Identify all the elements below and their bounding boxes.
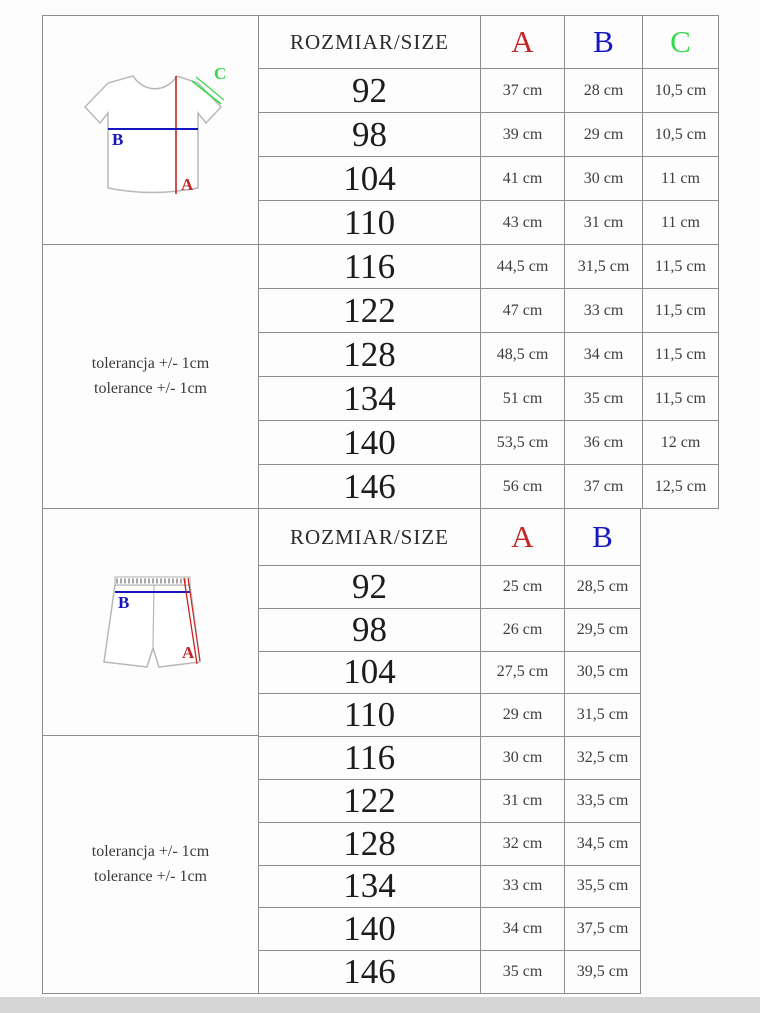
measure-b-cell: 37 cm xyxy=(564,464,642,508)
measure-b-cell: 32,5 cm xyxy=(564,736,640,779)
size-cell: 110 xyxy=(259,200,480,244)
diagram-label-b: B xyxy=(118,593,130,612)
size-cell: 98 xyxy=(259,112,480,156)
size-cell: 128 xyxy=(259,332,480,376)
measure-c-cell: 12,5 cm xyxy=(642,464,718,508)
size-column-header: ROZMIAR/SIZE xyxy=(290,524,449,549)
column-b-header: B xyxy=(564,509,640,565)
measure-a-cell: 35 cm xyxy=(480,950,564,993)
tolerance-line-pl: tolerancja +/- 1cm xyxy=(91,842,210,860)
diagram-label-a: A xyxy=(182,643,195,662)
shirt-left-column xyxy=(43,16,258,508)
tshirt-diagram xyxy=(44,17,257,243)
size-cell: 92 xyxy=(259,68,480,112)
measure-b-cell: 30,5 cm xyxy=(564,651,640,694)
shirt-diagram-cell xyxy=(43,16,258,244)
measure-b-cell: 30 cm xyxy=(564,156,642,200)
measure-b-cell: 28,5 cm xyxy=(564,565,640,608)
tolerance-line-en: tolerance +/- 1cm xyxy=(94,379,207,397)
measure-b-cell: 36 cm xyxy=(564,420,642,464)
measure-a-cell: 33 cm xyxy=(480,865,564,908)
measure-a-cell: 44,5 cm xyxy=(480,244,564,288)
size-cell: 116 xyxy=(259,244,480,288)
measure-c-cell: 10,5 cm xyxy=(642,112,718,156)
diagram-label-c: C xyxy=(214,64,227,83)
measure-b-cell: 29 cm xyxy=(564,112,642,156)
measure-a-cell: 53,5 cm xyxy=(480,420,564,464)
shorts-measurements-grid xyxy=(258,509,640,993)
measure-a-cell: 32 cm xyxy=(480,822,564,865)
size-cell: 122 xyxy=(259,779,480,822)
measure-b-cell: 28 cm xyxy=(564,68,642,112)
measure-a-cell: 39 cm xyxy=(480,112,564,156)
measure-c-cell: 10,5 cm xyxy=(642,68,718,112)
measure-c-cell: 11,5 cm xyxy=(642,244,718,288)
measure-c-cell: 11 cm xyxy=(642,200,718,244)
size-cell: 146 xyxy=(259,950,480,993)
size-cell: 98 xyxy=(259,608,480,651)
size-cell: 140 xyxy=(259,907,480,950)
diagram-label-b: B xyxy=(112,130,124,149)
size-cell: 128 xyxy=(259,822,480,865)
measure-b-cell: 29,5 cm xyxy=(564,608,640,651)
measure-a-cell: 26 cm xyxy=(480,608,564,651)
measure-b-cell: 34,5 cm xyxy=(564,822,640,865)
measure-b-cell: 35,5 cm xyxy=(564,865,640,908)
size-cell: 104 xyxy=(259,156,480,200)
size-cell: 140 xyxy=(259,420,480,464)
size-column-header: ROZMIAR/SIZE xyxy=(290,29,449,54)
size-cell: 146 xyxy=(259,464,480,508)
tshirt-outline xyxy=(85,76,221,193)
measure-b-cell: 31,5 cm xyxy=(564,244,642,288)
measure-c-cell: 12 cm xyxy=(642,420,718,464)
measure-b-cell: 37,5 cm xyxy=(564,907,640,950)
measure-b-cell: 31 cm xyxy=(564,200,642,244)
shorts-diagram-cell xyxy=(43,509,258,735)
measure-b-cell: 39,5 cm xyxy=(564,950,640,993)
shorts-left-column xyxy=(43,509,258,993)
measure-b-cell: 31,5 cm xyxy=(564,693,640,736)
measure-b-cell: 33 cm xyxy=(564,288,642,332)
measure-a-cell: 34 cm xyxy=(480,907,564,950)
measure-a-cell: 31 cm xyxy=(480,779,564,822)
size-cell: 122 xyxy=(259,288,480,332)
measure-a-cell: 47 cm xyxy=(480,288,564,332)
measure-c-cell: 11 cm xyxy=(642,156,718,200)
measure-a-cell: 56 cm xyxy=(480,464,564,508)
measure-c-cell: 11,5 cm xyxy=(642,376,718,420)
size-cell: 92 xyxy=(259,565,480,608)
measure-a-cell: 51 cm xyxy=(480,376,564,420)
measure-c-cell: 11,5 cm xyxy=(642,332,718,376)
size-cell: 134 xyxy=(259,376,480,420)
measure-a-cell: 37 cm xyxy=(480,68,564,112)
size-cell: 134 xyxy=(259,865,480,908)
size-cell: 110 xyxy=(259,693,480,736)
diagram-label-a: A xyxy=(181,175,194,194)
measure-a-cell: 27,5 cm xyxy=(480,651,564,694)
column-c-header: C xyxy=(642,16,718,68)
measure-b-cell: 35 cm xyxy=(564,376,642,420)
measure-a-cell: 25 cm xyxy=(480,565,564,608)
measure-c-cell: 11,5 cm xyxy=(642,288,718,332)
column-a-header: A xyxy=(480,16,564,68)
tolerance-line-en: tolerance +/- 1cm xyxy=(94,867,207,885)
tolerance-line-pl: tolerancja +/- 1cm xyxy=(91,354,210,372)
measure-a-cell: 43 cm xyxy=(480,200,564,244)
shirt-measurements-grid xyxy=(258,16,718,508)
shorts-diagram xyxy=(44,510,257,734)
shirt-size-table xyxy=(42,15,719,509)
measure-a-cell: 29 cm xyxy=(480,693,564,736)
shorts-size-table xyxy=(42,508,641,994)
measure-a-cell: 41 cm xyxy=(480,156,564,200)
shirt-tolerance-note xyxy=(43,244,258,508)
measure-a-cell: 48,5 cm xyxy=(480,332,564,376)
measure-b-cell: 34 cm xyxy=(564,332,642,376)
column-b-header: B xyxy=(564,16,642,68)
measure-b-cell: 33,5 cm xyxy=(564,779,640,822)
photo-bottom-edge xyxy=(0,997,760,1013)
column-a-header: A xyxy=(480,509,564,565)
shorts-tolerance-note xyxy=(43,735,258,993)
measure-a-cell: 30 cm xyxy=(480,736,564,779)
size-cell: 104 xyxy=(259,651,480,694)
size-cell: 116 xyxy=(259,736,480,779)
